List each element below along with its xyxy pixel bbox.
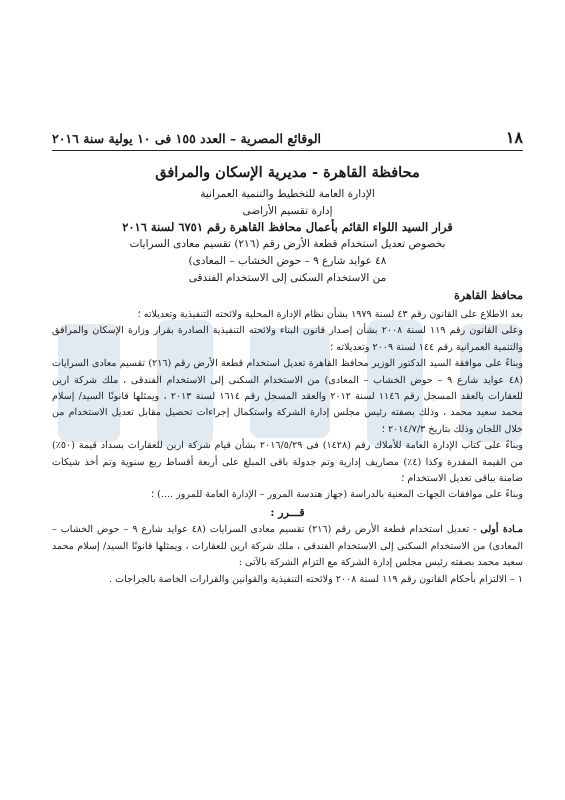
article-one-label: مـادة أولى xyxy=(480,524,523,536)
decided-heading: قـــرر : xyxy=(270,505,305,519)
article-one-text: - تعديل استخدام قطعة الأرض رقم (٢١٦) تقسيم معادى السرايات (٤٨ عوايد شارع ٩ – حوض الخشاب – المعادى) من الاستخدام السكنى إلى الاستخدام الفندقى ، ملك شركة ارين للعقارات ، ويمثلها قانونًا السيد/ إسلام محمد سعيد محمد بصفته رئيس مجلس إدارة الشركة مع التزام الشركة بالآتى : xyxy=(52,524,523,569)
body-paragraph: وبناءً على موافقة السيد الدكتور الوزير محافظ القاهرة تعديل استخدام قطعة الأرض رقم (٢١٦) تقسيم معادى السرايات (٤٨ عوايد شارع ٩ – حوض الخشاب – المعادى) من الاستخدام السكنى إلى الاستخدام الفندقى ، ملك شركة ارين للعقارات بالعقد المسجل رقم ١١٤٦ لسنة ٢٠١٢ والعقد المسجل رقم ١٦١٤ لسنة ٢٠١٣ ، ويمثلها قانونًا السيد/ إسلام محمد سعيد محمد ، وذلك بصفته رئيس مجلس إدارة الشركة واستكمال إجراءات تحصيل مقابل تعديل الاستخدام من خلال اللجان وذلك بتاريخ ٢٠١٤/٧/٣ ؛ xyxy=(52,358,523,435)
gazette-issue-line: الوقائع المصرية – العدد ١٥٥ فى ١٠ يولية سنة ٢٠١٦ xyxy=(52,131,321,146)
decision-subject-line: ٤٨ عوايد شارع ٩ – حوض الخشاب – المعادى) xyxy=(188,255,387,267)
obligation-item: ١ – الالتزام بأحكام القانون رقم ١١٩ لسنة ٢٠٠٨ ولائحته التنفيذية والقوانين والقرارات الخاصة بالجراجات . xyxy=(108,573,523,585)
decision-subject-line: بخصوص تعديل استخدام قطعة الأرض رقم (٢١٦) تقسيم معادى السرايات xyxy=(129,238,446,250)
body-paragraph: وبناءً على موافقات الجهات المعنية بالدراسة (جهاز هندسة المرور – الإدارة العامة للمرور ....) ؛ xyxy=(151,489,523,501)
body-paragraph: بعد الاطلاع على القانون رقم ٤٣ لسنة ١٩٧٩ بشأن نظام الإدارة المحلية ولائحته التنفيذية وتعديلاته ؛ xyxy=(137,309,523,320)
article-one xyxy=(52,522,523,571)
admin-title: الإدارة العامة للتخطيط والتنمية العمرانية xyxy=(200,188,375,200)
body-paragraph: وعلى القانون رقم ١١٩ لسنة ٢٠٠٨ بشأن إصدار قانون البناء ولائحته التنفيذية الصادرة بقرار وزارة الإسكان والمرافق والتنمية العمرانية رقم ١٤٤ لسنة ٢٠٠٩ وتعديلاته ؛ xyxy=(52,325,523,353)
header-rule xyxy=(52,150,523,151)
decision-body xyxy=(52,307,523,588)
governor-heading: محافظ القاهرة xyxy=(454,289,523,302)
body-paragraph: وبناءً على كتاب الإدارة العامة للأملاك رقم (١٤٢٨) فى ٢٠١٦/٥/٢٩ بشأن قيام شركة ارين للعقارات بسداد قيمة (٥٠٪) من القيمة المقدرة وكذا (٤٪) مصاريف إدارية وتم جدولة باقى المبلغ على أربعة أقساط ربع سنوية وتم أخذ شيكات ضامنة بباقى تعديل الاستخدام ؛ xyxy=(52,440,524,485)
page-header xyxy=(52,128,523,147)
decision-title: قرار السيد اللواء القائم بأعمال محافظ القاهرة رقم ٦٧٥١ لسنة ٢٠١٦ xyxy=(122,220,453,234)
dept-title: إدارة تقسيم الأراضى xyxy=(242,205,333,217)
decision-subject-line: من الاستخدام السكنى إلى الاستخدام الفندقى xyxy=(188,272,387,284)
page-number: ١٨ xyxy=(505,128,523,147)
governorate-title: محافظة القاهرة - مديرية الإسكان والمرافق xyxy=(155,164,420,181)
